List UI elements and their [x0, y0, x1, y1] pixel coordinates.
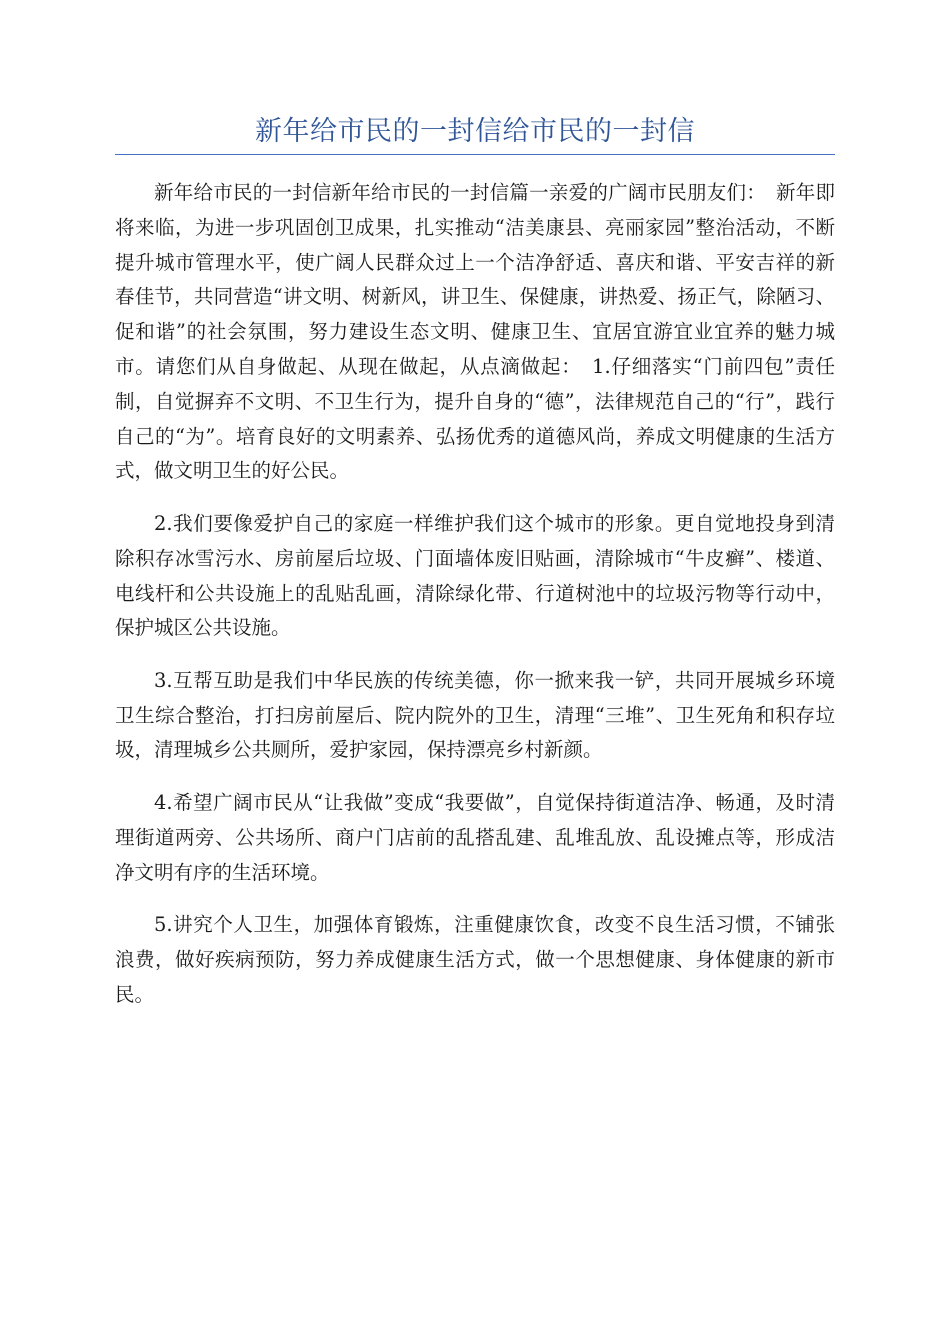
page-title: 新年给市民的一封信给市民的一封信 [255, 116, 695, 147]
letter-body [115, 176, 835, 1030]
paragraph-5: 5.讲究个人卫生，加强体育锻炼，注重健康饮食，改变不良生活习惯，不铺张浪费，做好疾病预防，努力养成健康生活方式，做一个思想健康、身体健康的新市民。 [115, 913, 835, 1006]
title-underline [115, 154, 835, 155]
paragraph-1: 新年给市民的一封信新年给市民的一封信篇一亲爱的广阔市民朋友们： 新年即将来临，为进一步巩固创卫成果，扎实推动“洁美康县、亮丽家园”整治活动，不断提升城市管理水平，使广阔人民群众过上一个洁净舒适、喜庆和谐、平安吉祥的新春佳节，共同营造“讲文明、树新风，讲卫生、保健康，讲热爱、扬正气，除陋习、促和谐”的社会氛围，努力建设生态文明、健康卫生、宜居宜游宜业宜养的魅力城市。请您们从自身做起、从现在做起，从点滴做起： 1.仔细落实“门前四包”责任制，自觉摒弃不文明、不卫生行为，提升自身的“德”，法律规范自己的“行”，践行自己的“为”。培育良好的文明素养、弘扬优秀的道德风尚，养成文明健康的生活方式，做文明卫生的好公民。 [115, 181, 835, 483]
paragraph-3: 3.互帮互助是我们中华民族的传统美德，你一掀来我一铲，共同开展城乡环境卫生综合整治，打扫房前屋后、院内院外的卫生，清理“三堆”、卫生死角和积存垃圾，清理城乡公共厕所，爱护家园，保持漂亮乡村新颜。 [115, 668, 835, 762]
paragraph-4: 4.希望广阔市民从“让我做”变成“我要做”，自觉保持街道洁净、畅通，及时清理街道两旁、公共场所、商户门店前的乱搭乱建、乱堆乱放、乱设摊点等，形成洁净文明有序的生活环境。 [115, 791, 835, 884]
paragraph-2: 2.我们要像爱护自己的家庭一样维护我们这个城市的形象。更自觉地投身到清除积存冰雪污水、房前屋后垃圾、门面墙体废旧贴画，清除城市“牛皮癣”、楼道、电线杆和公共设施上的乱贴乱画，清除绿化带、行道树池中的垃圾污物等行动中，保护城区公共设施。 [115, 512, 835, 640]
